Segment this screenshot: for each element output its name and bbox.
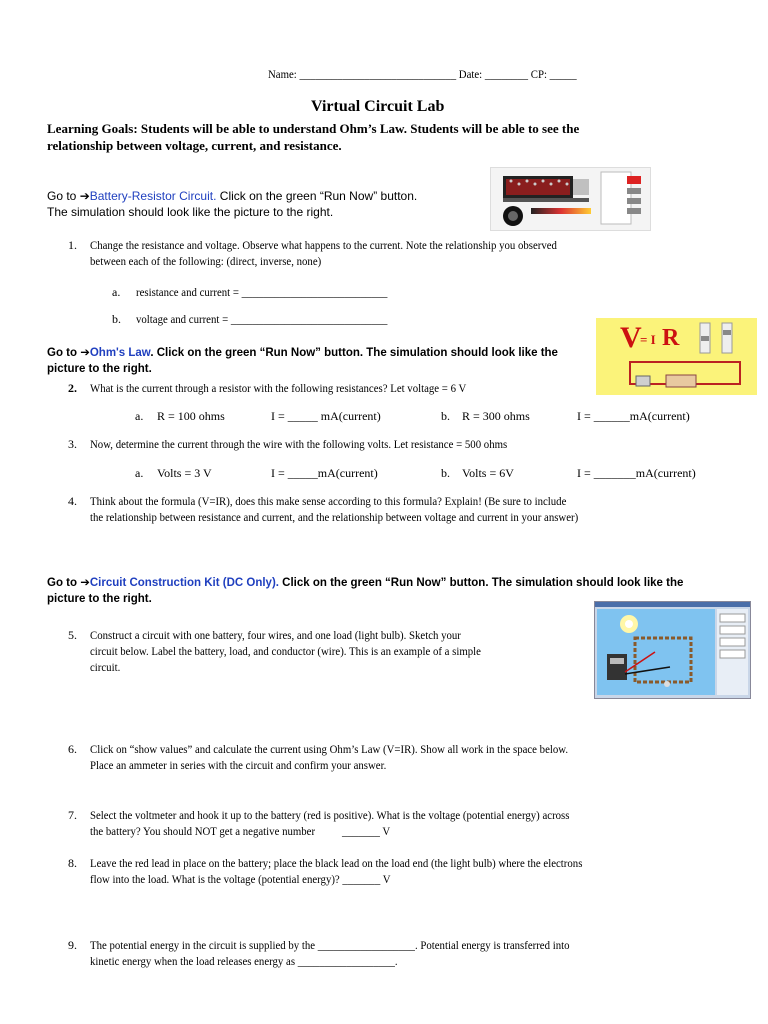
question-6-text: Click on “show values” and calculate the current using Ohm’s Law (V=IR). Show all work in the space below. Place an ammeter in series with the circuit and confirm your answer.	[90, 742, 569, 772]
section-battery-resistor: Go to ➔Battery-Resistor Circuit. Click on the green “Run Now” button. The simulation should look like the picture to the right.	[47, 189, 418, 219]
name-date-line: Name: _____________________________ Date: ________ CP: _____	[268, 67, 577, 81]
question-3b-value: Volts = 6V	[462, 466, 514, 480]
battery-resistor-link[interactable]: Battery-Resistor Circuit.	[89, 189, 217, 203]
arrow-icon: ➔	[79, 189, 90, 203]
question-1a: a.	[112, 285, 121, 299]
question-9-num: 9.	[68, 938, 77, 952]
question-5-num: 5.	[68, 628, 77, 642]
circuit-kit-graphic	[595, 602, 750, 698]
question-3a-value: Volts = 3 V	[157, 466, 212, 480]
question-9-text: The potential energy in the circuit is supplied by the __________________. Potential energy is transferred into kinetic energy when the load releases energy as __________________.	[90, 938, 570, 968]
question-2b-value: R = 300 ohms	[462, 409, 530, 423]
question-1a-text: resistance and current = ___________________________	[136, 285, 388, 299]
question-3-text: Now, determine the current through the wire with the following volts. Let resistance = 500 ohms	[90, 437, 508, 451]
ohm-equals-i: = I	[640, 332, 656, 347]
question-2b-current: I = ______mA(current)	[577, 409, 690, 423]
question-7-num: 7.	[68, 808, 77, 822]
question-1: 1.	[68, 238, 77, 252]
section-circuit-kit: Go to ➔Circuit Construction Kit (DC Only). Click on the green “Run Now” button. The simulation should look like the picture to the right.	[47, 577, 684, 605]
learning-goals-line1: Learning Goals: Students will be able to understand Ohm’s Law. Students will be able to see the	[47, 121, 580, 136]
question-1b-text: voltage and current = _____________________________	[136, 312, 388, 326]
question-5-text: Construct a circuit with one battery, four wires, and one load (light bulb). Sketch your circuit below. Label the battery, load, and conductor (wire). This is an example of a simple circuit.	[90, 628, 481, 674]
learning-goals	[47, 120, 579, 154]
ohm-r-letter: R	[662, 325, 680, 351]
question-2a-label: a.	[135, 409, 144, 423]
arrow-icon: ➔	[80, 347, 90, 359]
question-2b-label: b.	[441, 409, 450, 423]
battery-resistor-sim-image	[490, 167, 651, 231]
section-ohms-law: Go to ➔Ohm's Law. Click on the green “Run Now” button. The simulation should look like the picture to the right.	[47, 347, 558, 375]
question-1-text: Change the resistance and voltage. Observe what happens to the current. Note the relationship you observed between each of the following: (direct, inverse, none)	[90, 238, 557, 268]
question-2-text: What is the current through a resistor with the following resistances? Let voltage = 6 V	[90, 381, 467, 395]
question-8-text: Leave the red lead in place on the battery; place the black lead on the load end (the light bulb) where the electrons flow into the load. What is the voltage (potential energy)? _______ V	[90, 856, 583, 886]
circuit-kit-sim-image	[594, 601, 751, 699]
page-title: Virtual Circuit Lab	[311, 98, 445, 115]
question-3a-current: I = _____mA(current)	[271, 466, 378, 480]
question-7-text: Select the voltmeter and hook it up to the battery (red is positive). What is the voltage (potential energy) across the battery? You should NOT get a negative number _______ V	[90, 808, 570, 838]
ohm-circuit-graphic	[596, 318, 757, 395]
question-2a-current: I = _____ mA(current)	[271, 409, 381, 423]
learning-goals-line2: relationship between voltage, current, and resistance.	[47, 138, 342, 153]
question-2a-value: R = 100 ohms	[157, 409, 225, 423]
ohm-v-letter: V	[620, 321, 642, 354]
question-3-num: 3.	[68, 437, 77, 451]
circuit-kit-link[interactable]: Circuit Construction Kit (DC Only).	[89, 577, 279, 589]
question-3b-label: b.	[441, 466, 450, 480]
ohms-law-link[interactable]: Ohm's Law	[89, 347, 151, 359]
question-3a-label: a.	[135, 466, 144, 480]
question-8-num: 8.	[68, 856, 77, 870]
question-6-num: 6.	[68, 742, 77, 756]
ohms-law-sim-image	[596, 318, 757, 395]
question-3b-current: I = _______mA(current)	[577, 466, 696, 480]
battery-resistor-sim-graphic	[491, 168, 650, 230]
question-4-text: Think about the formula (V=IR), does this make sense according to this formula? Explain! (Be sure to include the relationship between resistance and current, and the relationship between voltage and current in your answer)	[90, 494, 579, 524]
question-4-num: 4.	[68, 494, 77, 508]
question-1b: b.	[112, 312, 121, 326]
arrow-icon: ➔	[80, 577, 90, 589]
question-2-num: 2.	[68, 381, 77, 395]
